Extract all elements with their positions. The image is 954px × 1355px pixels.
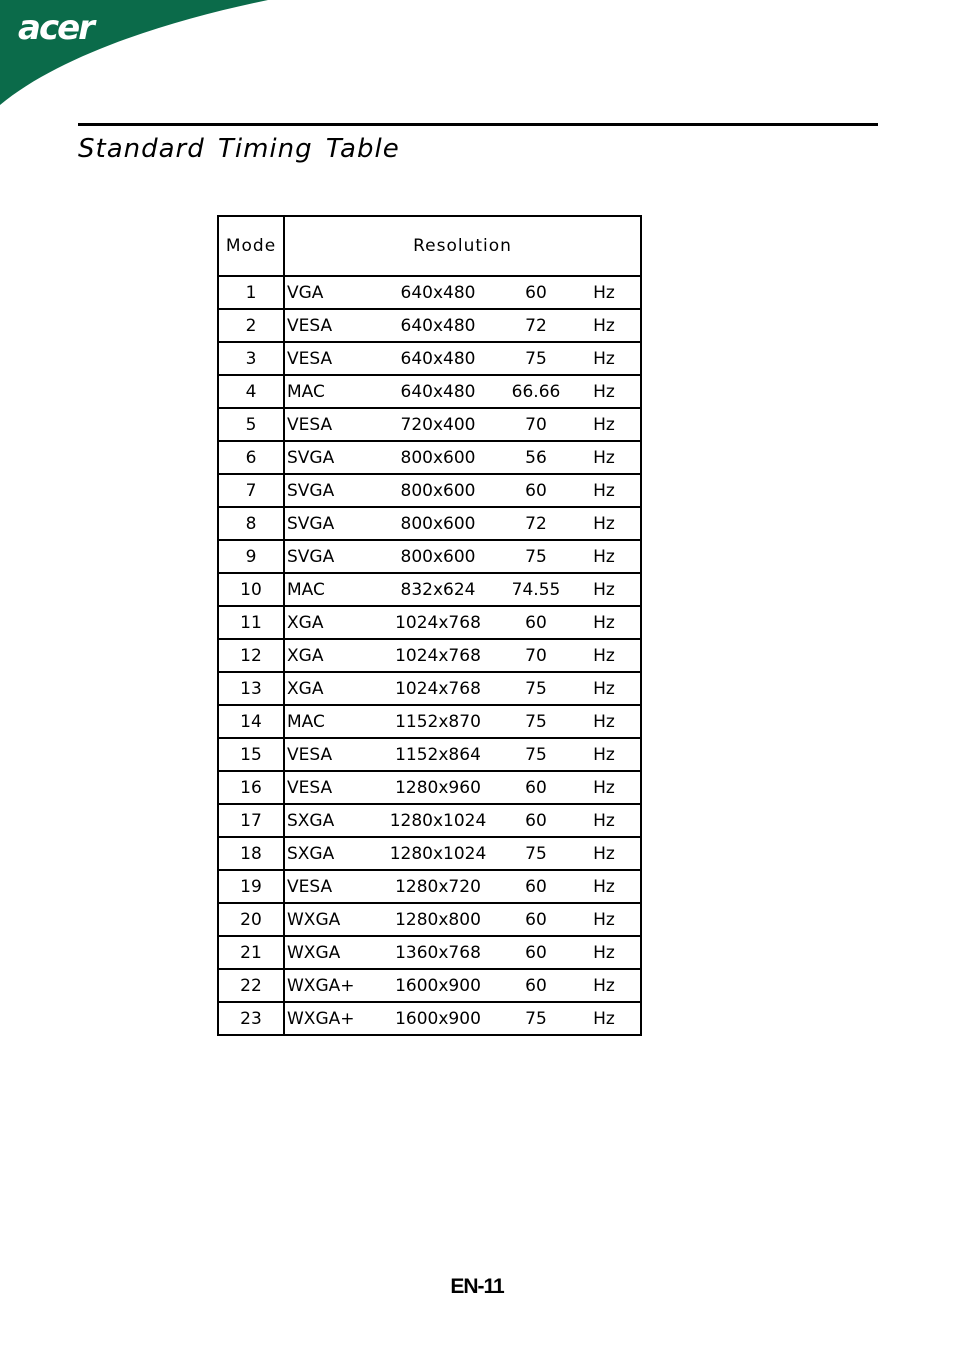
refresh-rate: 74.55	[511, 579, 561, 600]
table-row	[218, 936, 641, 969]
table-row	[218, 309, 641, 342]
refresh-unit: Hz	[593, 612, 615, 633]
standard-label: VESA	[287, 348, 333, 369]
resolution-value: 1280x720	[395, 876, 481, 897]
refresh-unit: Hz	[593, 909, 615, 930]
standard-label: VESA	[287, 876, 333, 897]
refresh-rate: 60	[525, 942, 547, 963]
table-row	[218, 1002, 641, 1035]
resolution-value: 1024x768	[395, 678, 481, 699]
table-row	[218, 507, 641, 540]
resolution-value: 800x600	[400, 513, 476, 534]
table-row	[218, 408, 641, 441]
table-row	[218, 606, 641, 639]
mode-cell: 9	[218, 540, 284, 573]
refresh-unit: Hz	[593, 348, 615, 369]
page-title: Standard Timing Table	[78, 134, 400, 164]
mode-cell: 6	[218, 441, 284, 474]
mode-cell: 14	[218, 705, 284, 738]
table-row	[218, 870, 641, 903]
mode-cell: 21	[218, 936, 284, 969]
standard-label: WXGA+	[287, 975, 355, 996]
resolution-value: 1280x1024	[389, 843, 487, 864]
mode-cell: 20	[218, 903, 284, 936]
standard-label: VESA	[287, 777, 333, 798]
refresh-rate: 75	[525, 843, 547, 864]
acer-logo: acer	[18, 8, 93, 48]
refresh-unit: Hz	[593, 546, 615, 567]
table-row	[218, 573, 641, 606]
mode-cell: 2	[218, 309, 284, 342]
resolution-cell	[284, 639, 641, 672]
refresh-unit: Hz	[593, 777, 615, 798]
table-row	[218, 903, 641, 936]
resolution-value: 1152x870	[395, 711, 481, 732]
standard-label: MAC	[287, 711, 325, 732]
refresh-rate: 75	[525, 1008, 547, 1029]
resolution-cell	[284, 573, 641, 606]
refresh-rate: 60	[525, 909, 547, 930]
refresh-rate: 66.66	[511, 381, 561, 402]
standard-label: SXGA	[287, 810, 335, 831]
resolution-cell	[284, 540, 641, 573]
refresh-rate: 60	[525, 810, 547, 831]
table-row	[218, 672, 641, 705]
mode-cell: 16	[218, 771, 284, 804]
refresh-rate: 75	[525, 348, 547, 369]
refresh-unit: Hz	[593, 480, 615, 501]
refresh-rate: 75	[525, 678, 547, 699]
mode-cell: 11	[218, 606, 284, 639]
mode-cell: 10	[218, 573, 284, 606]
refresh-rate: 75	[525, 744, 547, 765]
resolution-cell	[284, 474, 641, 507]
standard-label: XGA	[287, 645, 324, 666]
table-row	[218, 375, 641, 408]
refresh-unit: Hz	[593, 711, 615, 732]
resolution-cell	[284, 705, 641, 738]
table-row	[218, 705, 641, 738]
resolution-value: 640x480	[400, 381, 476, 402]
refresh-rate: 60	[525, 612, 547, 633]
resolution-cell	[284, 903, 641, 936]
refresh-rate: 72	[525, 513, 547, 534]
refresh-rate: 75	[525, 711, 547, 732]
refresh-rate: 72	[525, 315, 547, 336]
resolution-value: 1600x900	[395, 975, 481, 996]
refresh-unit: Hz	[593, 513, 615, 534]
standard-label: WXGA+	[287, 1008, 355, 1029]
resolution-value: 800x600	[400, 546, 476, 567]
standard-label: XGA	[287, 678, 324, 699]
mode-header: Mode	[218, 216, 284, 276]
standard-label: SVGA	[287, 546, 335, 567]
resolution-value: 720x400	[400, 414, 476, 435]
refresh-unit: Hz	[593, 876, 615, 897]
refresh-rate: 60	[525, 975, 547, 996]
resolution-cell	[284, 507, 641, 540]
standard-label: VESA	[287, 315, 333, 336]
standard-label: WXGA	[287, 909, 341, 930]
mode-cell: 12	[218, 639, 284, 672]
table-row	[218, 639, 641, 672]
mode-cell: 5	[218, 408, 284, 441]
table-row	[218, 804, 641, 837]
mode-cell: 13	[218, 672, 284, 705]
refresh-rate: 75	[525, 546, 547, 567]
resolution-value: 1152x864	[395, 744, 481, 765]
resolution-value: 800x600	[400, 447, 476, 468]
refresh-unit: Hz	[593, 942, 615, 963]
refresh-unit: Hz	[593, 579, 615, 600]
resolution-cell	[284, 969, 641, 1002]
refresh-rate: 60	[525, 777, 547, 798]
table-row	[218, 837, 641, 870]
standard-label: WXGA	[287, 942, 341, 963]
standard-label: VESA	[287, 744, 333, 765]
resolution-value: 640x480	[400, 348, 476, 369]
table-row	[218, 276, 641, 309]
resolution-value: 832x624	[400, 579, 476, 600]
table-row	[218, 441, 641, 474]
mode-cell: 19	[218, 870, 284, 903]
resolution-value: 1024x768	[395, 612, 481, 633]
refresh-rate: 70	[525, 645, 547, 666]
resolution-cell	[284, 276, 641, 309]
standard-label: MAC	[287, 381, 325, 402]
resolution-value: 640x480	[400, 282, 476, 303]
table-row	[218, 738, 641, 771]
resolution-cell	[284, 870, 641, 903]
resolution-cell	[284, 771, 641, 804]
resolution-value: 1600x900	[395, 1008, 481, 1029]
resolution-cell	[284, 672, 641, 705]
standard-label: SXGA	[287, 843, 335, 864]
table-row	[218, 342, 641, 375]
mode-cell: 23	[218, 1002, 284, 1035]
resolution-cell	[284, 408, 641, 441]
mode-cell: 22	[218, 969, 284, 1002]
resolution-value: 1280x960	[395, 777, 481, 798]
mode-cell: 8	[218, 507, 284, 540]
resolution-cell	[284, 441, 641, 474]
resolution-cell	[284, 1002, 641, 1035]
refresh-unit: Hz	[593, 810, 615, 831]
standard-label: SVGA	[287, 447, 335, 468]
refresh-unit: Hz	[593, 975, 615, 996]
timing-table	[217, 215, 642, 1036]
resolution-value: 1024x768	[395, 645, 481, 666]
timing-table-body	[218, 276, 641, 1035]
refresh-unit: Hz	[593, 414, 615, 435]
refresh-rate: 60	[525, 876, 547, 897]
resolution-cell	[284, 375, 641, 408]
resolution-cell	[284, 606, 641, 639]
refresh-unit: Hz	[593, 678, 615, 699]
refresh-unit: Hz	[593, 645, 615, 666]
standard-label: MAC	[287, 579, 325, 600]
standard-label: VGA	[287, 282, 324, 303]
refresh-rate: 56	[525, 447, 547, 468]
page-number: EN-11	[450, 1275, 504, 1298]
resolution-value: 1280x800	[395, 909, 481, 930]
mode-cell: 15	[218, 738, 284, 771]
mode-cell: 17	[218, 804, 284, 837]
refresh-unit: Hz	[593, 381, 615, 402]
standard-label: SVGA	[287, 480, 335, 501]
refresh-rate: 60	[525, 480, 547, 501]
refresh-unit: Hz	[593, 1008, 615, 1029]
mode-cell: 4	[218, 375, 284, 408]
mode-cell: 3	[218, 342, 284, 375]
resolution-cell	[284, 342, 641, 375]
refresh-unit: Hz	[593, 282, 615, 303]
refresh-unit: Hz	[593, 315, 615, 336]
refresh-rate: 70	[525, 414, 547, 435]
mode-cell: 7	[218, 474, 284, 507]
resolution-header: Resolution	[284, 216, 641, 276]
brand-logo-band	[0, 0, 270, 110]
table-row	[218, 969, 641, 1002]
table-row	[218, 771, 641, 804]
table-row	[218, 474, 641, 507]
header-rule	[78, 123, 878, 126]
table-row	[218, 540, 641, 573]
refresh-unit: Hz	[593, 843, 615, 864]
mode-cell: 1	[218, 276, 284, 309]
resolution-value: 1280x1024	[389, 810, 487, 831]
standard-label: VESA	[287, 414, 333, 435]
resolution-value: 640x480	[400, 315, 476, 336]
resolution-cell	[284, 738, 641, 771]
resolution-value: 1360x768	[395, 942, 481, 963]
resolution-cell	[284, 309, 641, 342]
standard-label: SVGA	[287, 513, 335, 534]
mode-cell: 18	[218, 837, 284, 870]
refresh-rate: 60	[525, 282, 547, 303]
standard-label: XGA	[287, 612, 324, 633]
table-header-row	[218, 216, 641, 276]
resolution-cell	[284, 837, 641, 870]
resolution-cell	[284, 936, 641, 969]
resolution-cell	[284, 804, 641, 837]
refresh-unit: Hz	[593, 447, 615, 468]
refresh-unit: Hz	[593, 744, 615, 765]
resolution-value: 800x600	[400, 480, 476, 501]
